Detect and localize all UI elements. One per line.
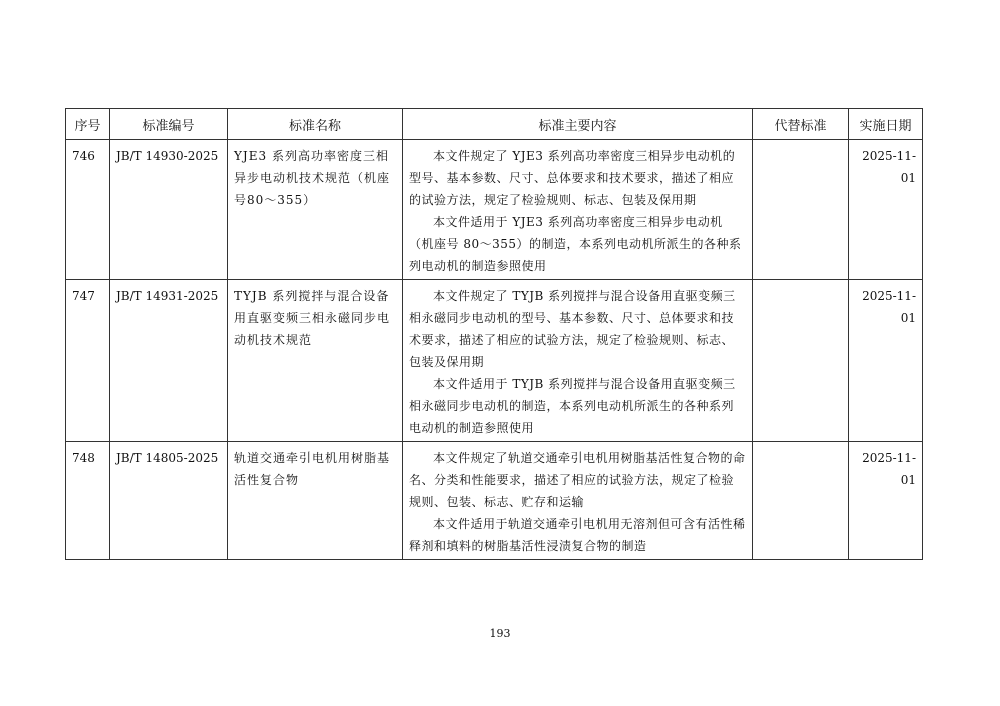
table-row bbox=[66, 140, 923, 280]
cell-name: TYJB 系列搅拌与混合设备用直驱变频三相永磁同步电动机技术规范 bbox=[228, 280, 403, 442]
header-name: 标准名称 bbox=[228, 109, 403, 140]
header-date: 实施日期 bbox=[849, 109, 923, 140]
cell-date: 2025-11-01 bbox=[849, 280, 923, 442]
header-replaces: 代替标准 bbox=[753, 109, 849, 140]
header-seq: 序号 bbox=[66, 109, 110, 140]
table-row bbox=[66, 442, 923, 560]
standards-table bbox=[65, 108, 923, 560]
cell-replaces bbox=[753, 280, 849, 442]
cell-content bbox=[403, 442, 753, 560]
cell-name: 轨道交通牵引电机用树脂基活性复合物 bbox=[228, 442, 403, 560]
cell-code: JB/T 14931-2025 bbox=[110, 280, 228, 442]
cell-code: JB/T 14805-2025 bbox=[110, 442, 228, 560]
table-row bbox=[66, 280, 923, 442]
cell-replaces bbox=[753, 442, 849, 560]
content-paragraph: 本文件适用于 YJE3 系列高功率密度三相异步电动机（机座号 80～355）的制造，本系列电动机所派生的各种系列电动机的制造参照使用 bbox=[409, 215, 742, 273]
cell-date: 2025-11-01 bbox=[849, 442, 923, 560]
content-paragraph: 本文件适用于 TYJB 系列搅拌与混合设备用直驱变频三相永磁同步电动机的制造，本系列电动机所派生的各种系列电动机的制造参照使用 bbox=[409, 377, 736, 435]
content-paragraph: 本文件适用于轨道交通牵引电机用无溶剂但可含有活性稀释剂和填料的树脂基活性浸渍复合物的制造 bbox=[409, 517, 746, 553]
cell-replaces bbox=[753, 140, 849, 280]
content-paragraph: 本文件规定了轨道交通牵引电机用树脂基活性复合物的命名、分类和性能要求，描述了相应的试验方法，规定了检验规则、包装、标志、贮存和运输 bbox=[409, 451, 746, 509]
content-paragraph: 本文件规定了 YJE3 系列高功率密度三相异步电动机的型号、基本参数、尺寸、总体要求和技术要求，描述了相应的试验方法，规定了检验规则、标志、包装及保用期 bbox=[409, 149, 736, 207]
cell-seq: 746 bbox=[66, 140, 110, 280]
header-code: 标准编号 bbox=[110, 109, 228, 140]
cell-date: 2025-11-01 bbox=[849, 140, 923, 280]
cell-seq: 748 bbox=[66, 442, 110, 560]
content-paragraph: 本文件规定了 TYJB 系列搅拌与混合设备用直驱变频三相永磁同步电动机的型号、基本参数、尺寸、总体要求和技术要求，描述了相应的试验方法，规定了检验规则、标志、包装及保用期 bbox=[409, 289, 736, 369]
table-header-row bbox=[66, 109, 923, 140]
cell-content bbox=[403, 280, 753, 442]
cell-seq: 747 bbox=[66, 280, 110, 442]
cell-code: JB/T 14930-2025 bbox=[110, 140, 228, 280]
header-content: 标准主要内容 bbox=[403, 109, 753, 140]
cell-name: YJE3 系列高功率密度三相异步电动机技术规范（机座号80～355） bbox=[228, 140, 403, 280]
page-number: 193 bbox=[489, 627, 511, 640]
cell-content bbox=[403, 140, 753, 280]
